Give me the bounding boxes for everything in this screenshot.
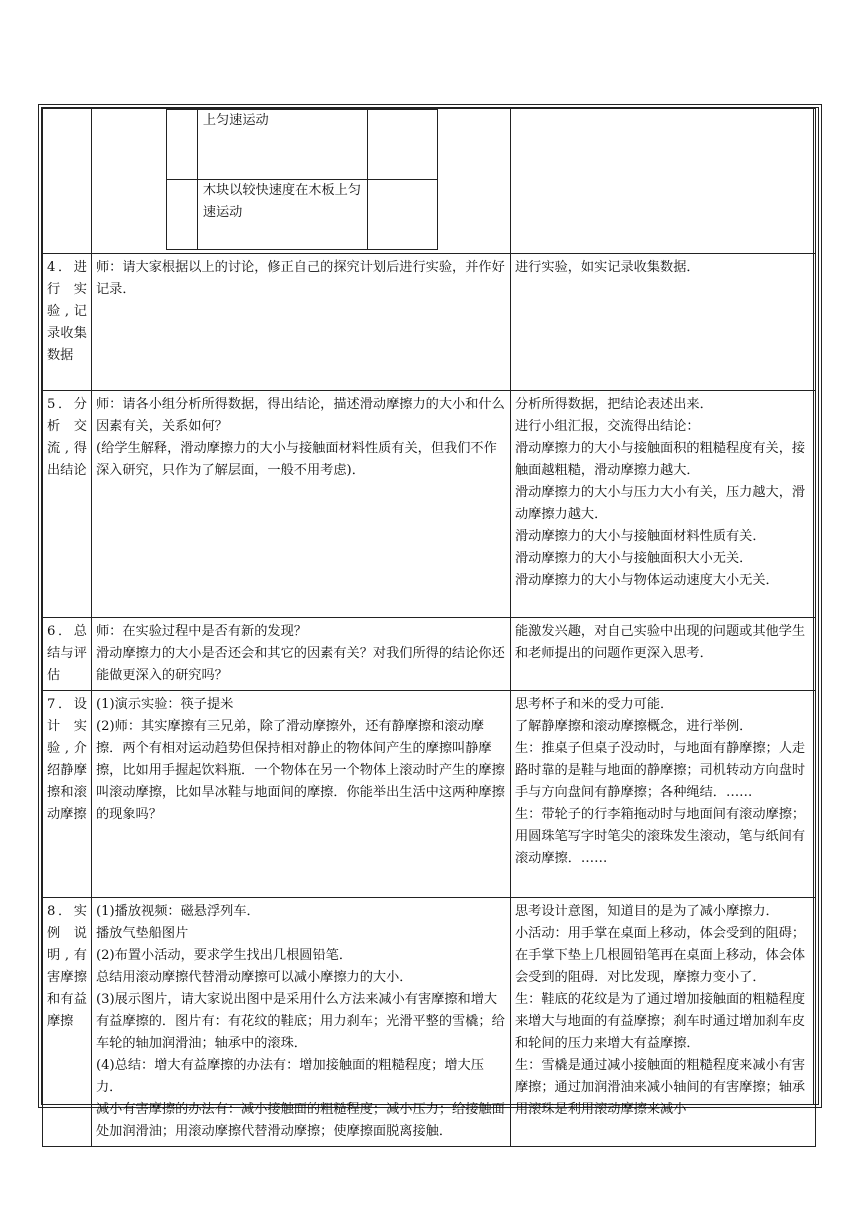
- student-paragraph: 能激发兴趣，对自己实验中出现的问题或其他学生和老师提出的问题作更深入思考．: [515, 624, 806, 661]
- student-paragraph: 滑动摩擦力的大小与接触面材料性质有关．: [515, 529, 766, 544]
- teacher-paragraph: (给学生解释，滑动摩擦力的大小与接触面材料性质有关，但我们不作深入研究，只作为了解层面，一般不用考虑)．: [96, 441, 497, 478]
- student-paragraph: 了解静摩擦和滚动摩擦概念，进行举例．: [515, 719, 753, 734]
- student-activity: [511, 391, 816, 618]
- student-paragraph: 生：带轮子的行李箱拖动时与地面间有滚动摩擦；用圆珠笔写字时笔尖的滚珠发生滚动，笔与纸间有滚动摩擦．……: [515, 807, 806, 866]
- step-label: 5．分析交流,得出结论: [43, 391, 92, 618]
- student-paragraph: 思考杯子和米的受力可能．: [515, 697, 674, 712]
- teacher-activity: [92, 691, 511, 898]
- teacher-paragraph: (2)师：其实摩擦有三兄弟，除了滑动摩擦外，还有静摩擦和滚动摩擦．两个有相对运动趋势但保持相对静止的物体间产生的摩擦叫静摩擦，比如用手握起饮料瓶．一个物体在另一个物体上滚动时产生的摩擦叫滚动摩擦，比如旱冰鞋与地面间的摩擦．你能举出生活中这两种摩擦的现象吗？: [96, 719, 505, 822]
- student-activity: [511, 691, 816, 898]
- teacher-paragraph: (3)展示图片，请大家说出图中是采用什么方法来减小有害摩擦和增大有益摩擦的．图片有：有花纹的鞋底；用力刹车；光滑平整的雪橇；给车轮的轴加润滑油；轴承中的滚珠．: [96, 992, 505, 1051]
- table-row-step-5: [43, 391, 816, 618]
- inner-cell: [367, 110, 437, 180]
- teacher-paragraph: (4)总结：增大有益摩擦的办法有：增加接触面的粗糙程度；增大压力．: [96, 1058, 484, 1095]
- student-paragraph: 生：推桌子但桌子没动时，与地面有静摩擦；人走路时靠的是鞋与地面的静摩擦；司机转动方向盘时手与方向盘间有静摩擦；各种绳结．……: [515, 741, 806, 800]
- student-paragraph: 思考设计意图，知道目的是为了减小摩擦力．: [515, 904, 779, 919]
- table-row-continuation: [43, 109, 816, 254]
- teacher-paragraph: 师：请各小组分析所得数据，得出结论，描述滑动摩擦力的大小和什么因素有关，关系如何？: [96, 397, 505, 434]
- student-paragraph: 生：鞋底的花纹是为了通过增加接触面的粗糙程度来增大与地面的有益摩擦；刹车时通过增加刹车皮和轮间的压力来增大有益摩擦．: [515, 992, 806, 1051]
- step-label: 8．实例说明,有害摩擦和有益摩擦: [43, 898, 92, 1147]
- inner-table-row: [167, 180, 438, 250]
- teacher-paragraph: (1)演示实验：筷子提米: [96, 697, 234, 712]
- table-row-step-8: [43, 898, 816, 1147]
- student-paragraph: 滑动摩擦力的大小与接触面积大小无关．: [515, 551, 753, 566]
- teacher-paragraph: (1)播放视频：磁悬浮列车．: [96, 904, 260, 919]
- inner-cell: [167, 110, 198, 180]
- student-paragraph: 滑动摩擦力的大小与接触面积的粗糙程度有关，接触面越粗糙，滑动摩擦力越大．: [515, 441, 806, 478]
- inner-cell: [367, 180, 437, 250]
- lesson-table: [42, 108, 816, 1147]
- teacher-activity: [92, 618, 511, 691]
- table-row-step-7: [43, 691, 816, 898]
- student-paragraph: 滑动摩擦力的大小与物体运动速度大小无关．: [515, 573, 779, 588]
- teacher-activity: [92, 254, 511, 391]
- inner-cell: 上匀速运动: [197, 110, 367, 180]
- step-label: 6．总结与评估: [43, 618, 92, 691]
- step-label: 7．设计实验,介绍静摩擦和滚动摩擦: [43, 691, 92, 898]
- student-activity: [511, 254, 816, 391]
- inner-experiment-table: [166, 109, 438, 250]
- teacher-paragraph: 总结用滚动摩擦代替滑动摩擦可以减小摩擦力的大小．: [96, 970, 413, 985]
- teacher-activity: [92, 898, 511, 1147]
- teacher-cell: [92, 109, 511, 254]
- step-label: 4．进行实验,记录收集数据: [43, 254, 92, 391]
- student-paragraph: 进行实验，如实记录收集数据．: [515, 260, 700, 275]
- teacher-paragraph: (2)布置小活动，要求学生找出几根圆铅笔．: [96, 948, 353, 963]
- inner-table-row: [167, 110, 438, 180]
- table-row-step-6: [43, 618, 816, 691]
- student-paragraph: 滑动摩擦力的大小与压力大小有关，压力越大，滑动摩擦力越大．: [515, 485, 806, 522]
- student-cell: [511, 109, 816, 254]
- student-paragraph: 进行小组汇报，交流得出结论：: [515, 419, 700, 434]
- student-paragraph: 小活动：用手掌在桌面上移动，体会受到的阻碍；在手掌下垫上几根圆铅笔再在桌面上移动，体会体会受到的阻碍．对比发现，摩擦力变小了．: [515, 926, 806, 985]
- teacher-paragraph: 播放气垫船图片: [96, 926, 189, 941]
- step-cell: [43, 109, 92, 254]
- teacher-paragraph: 滑动摩擦力的大小是否还会和其它的因素有关？对我们所得的结论你还能做更深入的研究吗？: [96, 646, 505, 683]
- inner-cell: 木块以较快速度在木板上匀速运动: [197, 180, 367, 250]
- student-paragraph: 生：雪橇是通过减小接触面的粗糙程度来减小有害摩擦；通过加润滑油来减小轴间的有害摩擦；轴承用滚珠是利用滚动摩擦来减小: [515, 1058, 806, 1117]
- student-activity: [511, 898, 816, 1147]
- student-activity: [511, 618, 816, 691]
- inner-cell: [167, 180, 198, 250]
- teacher-activity: [92, 391, 511, 618]
- table-row-step-4: [43, 254, 816, 391]
- teacher-paragraph: 师：请大家根据以上的讨论，修正自己的探究计划后进行实验，并作好记录．: [96, 260, 505, 297]
- teacher-paragraph: 减小有害摩擦的办法有：减小接触面的粗糙程度；减小压力；给接触面处加润滑油；用滚动摩擦代替滑动摩擦；使摩擦面脱离接触．: [96, 1102, 505, 1139]
- student-paragraph: 分析所得数据，把结论表述出来．: [515, 397, 713, 412]
- teacher-paragraph: 师：在实验过程中是否有新的发现？: [96, 624, 307, 639]
